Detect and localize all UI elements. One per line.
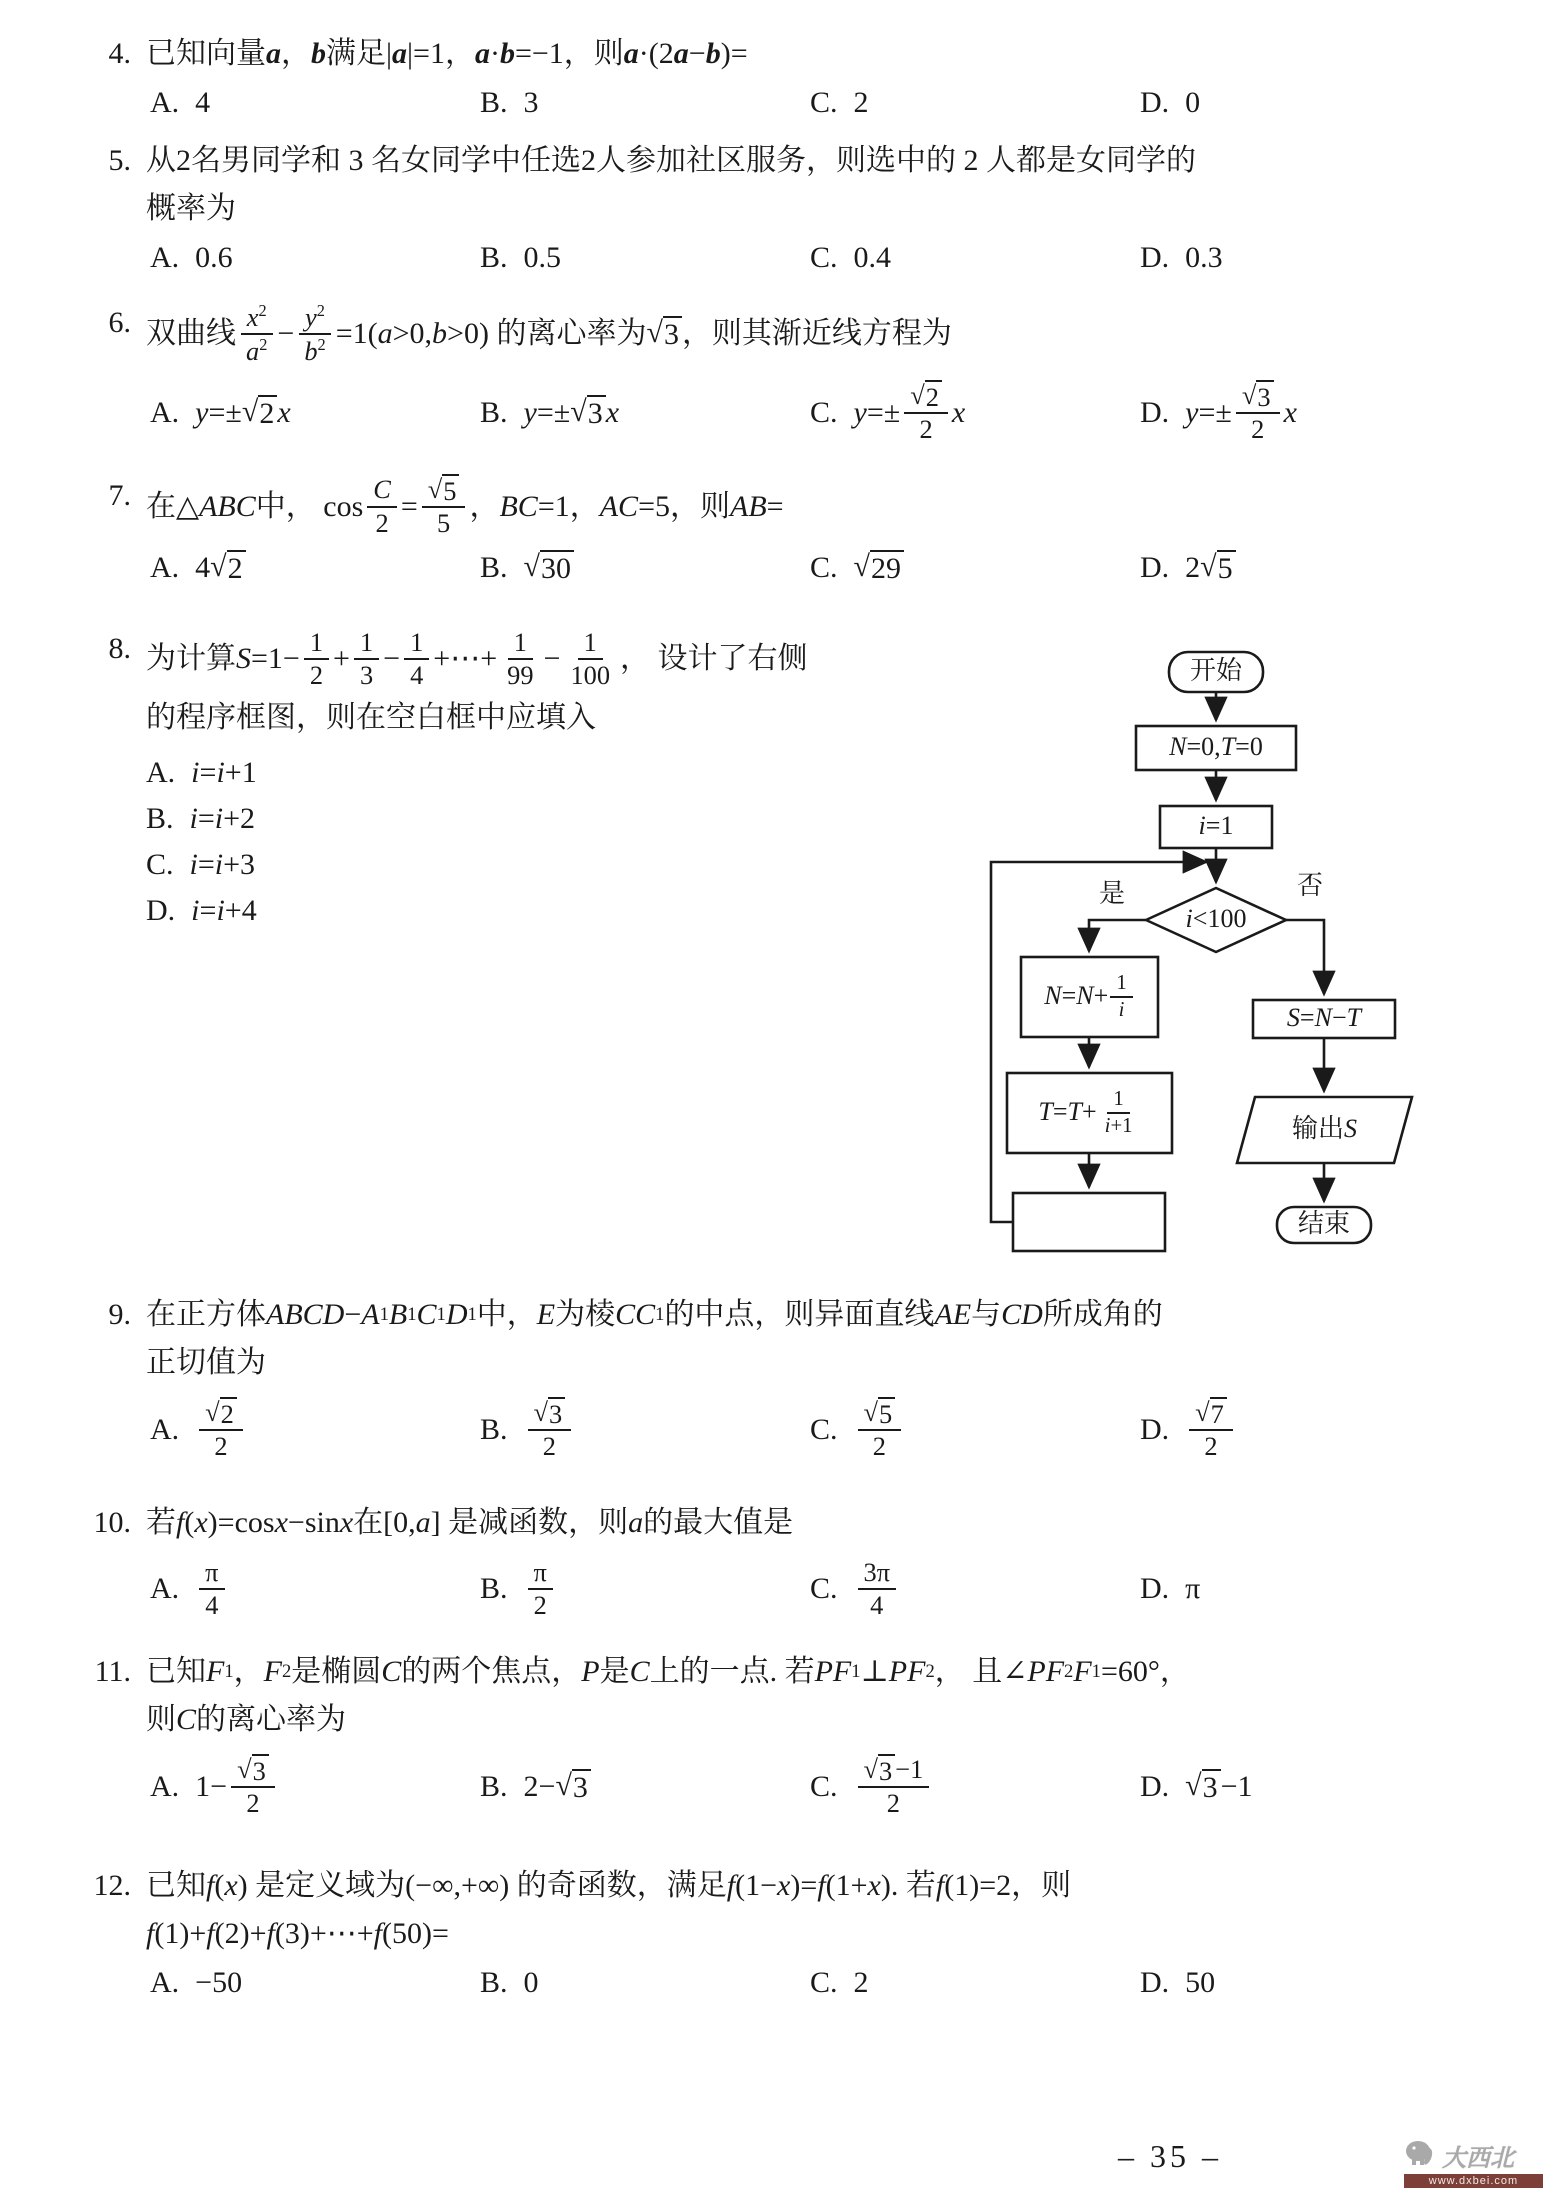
option-C xyxy=(810,1395,1140,1465)
option-value: i = i +3 xyxy=(189,847,256,881)
option-D xyxy=(1140,1769,1470,1806)
option-label: D. xyxy=(1140,86,1170,119)
option-label: D. xyxy=(1140,551,1170,585)
question-text-line: 的程序框图，则在空白框中应填入 xyxy=(146,700,596,734)
flowchart-i-init-label: i =1 xyxy=(1198,811,1234,841)
option-value: π xyxy=(1185,1572,1201,1606)
question-text-line: 正切值为 xyxy=(146,1345,266,1379)
question-body xyxy=(137,299,1543,452)
option-label: A. xyxy=(150,1572,180,1606)
option-label: B. xyxy=(480,1412,508,1446)
option-value: 2 √ 5 xyxy=(1185,550,1235,587)
option-A xyxy=(150,1555,480,1624)
flowchart xyxy=(988,635,1418,1267)
option-D xyxy=(1140,241,1470,275)
question-9 xyxy=(0,1291,1543,1469)
option-value: √ 2 2 xyxy=(195,1395,247,1465)
flowchart-init-label: N =0, T =0 xyxy=(1169,732,1263,762)
option-B xyxy=(480,550,810,587)
option-A xyxy=(150,1966,480,2000)
option-B xyxy=(480,1395,810,1465)
option-label: A. xyxy=(150,551,180,585)
question-5 xyxy=(0,137,1543,279)
options xyxy=(150,1555,1543,1624)
option-label: C. xyxy=(810,1770,838,1803)
question-body xyxy=(137,1862,1543,2004)
option-value: 2 xyxy=(853,86,869,119)
flowchart-assign-label: S = N − T xyxy=(1286,1003,1362,1033)
option-value: 0.5 xyxy=(523,241,562,274)
option-label: A. xyxy=(150,1966,180,2000)
option-value: 2− √ 3 xyxy=(524,1769,591,1806)
question-text-line: 概率为 xyxy=(146,192,236,225)
option-A xyxy=(150,1395,480,1465)
elephant-logo xyxy=(1404,2139,1438,2173)
question-number: 5. xyxy=(108,144,131,177)
question-body xyxy=(137,137,1543,279)
option-value: 0.3 xyxy=(1185,241,1223,274)
options xyxy=(150,550,1543,587)
option-label: D. xyxy=(1140,1572,1170,1606)
options xyxy=(150,1966,1543,2000)
option-C xyxy=(810,1752,1140,1822)
flowchart-output-label: 输出 S xyxy=(1291,1114,1357,1144)
option-label: B. xyxy=(480,1572,508,1606)
options xyxy=(150,378,1543,448)
option-label: D. xyxy=(146,893,176,927)
question-list xyxy=(0,30,1543,2004)
option-value: y =± √ 3 2 x xyxy=(1185,379,1297,445)
option-D xyxy=(1140,86,1470,120)
question-4 xyxy=(0,30,1543,124)
question-11 xyxy=(0,1648,1543,1826)
option-value: 0.4 xyxy=(853,241,892,274)
question-number: 12. xyxy=(93,1869,131,1903)
question-text-line: 为计算 S =1− $\frac{1}{2}$ + $\frac{1}{3}$ − $\frac{1}{4}$ +⋯+ $\frac{1}{99}$ − $\frac{1}{100}$ ， 设计了右侧 xyxy=(146,626,808,691)
option-value: √ 5 2 xyxy=(854,1395,906,1465)
question-7 xyxy=(0,472,1543,591)
option-value: i = i +4 xyxy=(191,893,257,927)
option-label: B. xyxy=(480,86,508,119)
question-text-line: 则 C 的离心率为 xyxy=(146,1702,347,1736)
option-D xyxy=(1140,1966,1470,2000)
question-number: 11. xyxy=(94,1654,131,1688)
option-value: √ 29 xyxy=(854,550,904,587)
option-value: √ 7 2 xyxy=(1185,1395,1237,1465)
option-label: A. xyxy=(150,86,180,119)
option-value: 1− √ 3 2 xyxy=(195,1752,279,1822)
question-text-line: 双曲线 $\frac{x^2}{a^2}$ − $\frac{y^2}{b^2}$ =1( a >0, b >0) 的离心率为 √ 3 ，则其渐近线方程为 xyxy=(146,301,952,367)
question-text-line: 若 f ( x )=cos x −sin x 在[0, a ] 是减函数，则 a 的最大值是 xyxy=(146,1505,794,1539)
option-value: √ 3 −1 xyxy=(1185,1768,1253,1804)
option-D xyxy=(1140,550,1470,587)
flowchart-start-label: 开始 xyxy=(1189,656,1242,686)
option-value: i = i +1 xyxy=(191,755,257,789)
options xyxy=(150,1395,1543,1465)
option-value: 3 xyxy=(523,86,539,119)
question-text-line: 已知向量 a ， b 满足| a |=1， a · b =−1，则 a ·(2 a − b )= xyxy=(146,37,748,70)
option-label: C. xyxy=(810,1412,838,1446)
option-value: √ 3 2 xyxy=(524,1395,576,1465)
option-value: y =± √ 3 x xyxy=(523,394,620,430)
question-body xyxy=(137,472,1543,591)
option-label: D. xyxy=(1140,1966,1170,2000)
question-body xyxy=(137,1648,1543,1826)
option-label: B. xyxy=(480,1966,508,2000)
option-A xyxy=(150,1752,480,1822)
question-number: 9. xyxy=(108,1297,131,1331)
question-12 xyxy=(0,1862,1543,2004)
question-number: 6. xyxy=(108,306,131,339)
options xyxy=(150,86,1543,120)
option-C xyxy=(810,1966,1140,2000)
option-label: A. xyxy=(150,395,180,429)
question-text-line: 已知 f ( x ) 是定义域为(−∞,+∞) 的奇函数，满足 f (1− x )= f (1+ x ). 若 f (1)=2，则 xyxy=(146,1869,1072,1903)
option-value: −50 xyxy=(195,1966,243,2000)
question-body xyxy=(137,1499,1543,1628)
option-value: 50 xyxy=(1185,1966,1216,2000)
option-label: A. xyxy=(150,1412,180,1446)
flowchart-yes-label: 是 xyxy=(1098,879,1125,909)
option-value: 0 xyxy=(1185,86,1201,119)
option-value: 4 √ 2 xyxy=(195,550,245,587)
option-value: $\frac{\pi}{4}$ xyxy=(195,1555,228,1624)
option-B xyxy=(480,1769,810,1806)
question-text-line: 在正方体 ABCD − A 1 B 1 C 1 D 1 中， E 为棱 CC 1 的中点，则异面直线 AE 与 CD 所成角的 xyxy=(146,1297,1163,1331)
option-label: D. xyxy=(1140,1770,1170,1803)
option-A xyxy=(150,241,480,275)
option-value: 4 xyxy=(195,86,211,119)
option-value: 0.6 xyxy=(195,241,233,274)
option-value: $\frac{3\pi}{4}$ xyxy=(854,1555,901,1624)
question-body xyxy=(137,1291,1543,1469)
page-number: – 35 – xyxy=(1118,2138,1222,2174)
options xyxy=(150,241,1543,275)
question-text-line: 在△ ABC 中， cos $\frac{C}{2}$ = √ 5 5 ， BC =1， AC =5，则 AB = xyxy=(146,474,784,539)
option-B xyxy=(480,86,810,120)
option-C xyxy=(810,550,1140,587)
option-label: D. xyxy=(1140,1412,1170,1446)
option-B xyxy=(480,241,810,275)
question-number: 10. xyxy=(93,1505,131,1539)
option-value: $\frac{\pi}{2}$ xyxy=(524,1555,557,1624)
option-label: C. xyxy=(810,395,838,429)
flowchart-condition-label: i <100 xyxy=(1185,904,1247,934)
watermark xyxy=(1404,2138,1543,2188)
option-value: 2 xyxy=(853,1966,869,2000)
option-A xyxy=(150,550,480,587)
option-label: B. xyxy=(480,1770,508,1803)
option-value: √ 30 xyxy=(524,550,574,587)
option-D xyxy=(1140,1572,1470,1606)
question-text-line: 从2名男同学和 3 名女同学中任选2人参加社区服务，则选中的 2 人都是女同学的 xyxy=(146,144,1196,177)
option-value: y =± √ 2 2 x xyxy=(853,379,966,445)
option-value: y =± √ 2 x xyxy=(195,394,291,430)
question-number: 7. xyxy=(108,479,131,513)
question-8 xyxy=(0,625,1543,1273)
option-label: C. xyxy=(810,1966,838,2000)
options xyxy=(150,1752,1543,1822)
question-body xyxy=(137,30,1543,124)
option-label: C. xyxy=(146,847,174,881)
option-label: B. xyxy=(480,551,508,585)
option-label: D. xyxy=(1140,395,1170,429)
option-C xyxy=(810,1555,1140,1624)
question-10 xyxy=(0,1499,1543,1628)
question-number: 8. xyxy=(108,631,131,665)
flowchart-end-label: 结束 xyxy=(1297,1209,1350,1239)
option-D xyxy=(1140,1395,1470,1465)
option-label: D. xyxy=(1140,241,1170,274)
question-number: 4. xyxy=(108,37,131,70)
option-label: B. xyxy=(146,801,174,835)
option-A xyxy=(150,395,480,432)
watermark-brand: 大西北 xyxy=(1442,2146,1514,2172)
flowchart-no-label: 否 xyxy=(1296,871,1323,901)
option-B xyxy=(480,1555,810,1624)
option-C xyxy=(810,378,1140,448)
option-label: A. xyxy=(150,1770,180,1803)
question-6 xyxy=(0,299,1543,452)
flowchart-blank-box xyxy=(1013,1193,1165,1251)
question-text-line: 已知 F 1 ， F 2 是椭圆 C 的两个焦点， P 是 C 上的一点. 若 PF 1 ⊥ PF 2 ， 且∠ PF 2 F 1 =60°， xyxy=(146,1654,1190,1688)
flowchart-step-n-label: N = N + $\frac{1}{i}$ xyxy=(1021,957,1158,1037)
option-value: i = i +2 xyxy=(189,801,256,835)
option-B xyxy=(480,1966,810,2000)
option-C xyxy=(810,241,1140,275)
flowchart-step-t-label: T = T + $\frac{1}{i+1}$ xyxy=(1038,1086,1133,1137)
option-B xyxy=(480,395,810,432)
option-value: 0 xyxy=(523,1966,539,2000)
question-text-line: f (1)+ f (2)+ f (3)+⋯+ f (50)= xyxy=(146,1917,449,1951)
option-C xyxy=(810,86,1140,120)
option-A xyxy=(150,86,480,120)
option-D xyxy=(1140,378,1470,448)
option-label: C. xyxy=(810,86,838,119)
watermark-url: www.dxbei.com xyxy=(1404,2174,1543,2188)
option-label: B. xyxy=(480,241,508,274)
option-label: A. xyxy=(146,755,176,789)
option-label: C. xyxy=(810,1572,838,1606)
option-label: C. xyxy=(810,551,838,585)
option-label: A. xyxy=(150,241,180,274)
option-label: C. xyxy=(810,241,838,274)
option-label: B. xyxy=(480,395,508,429)
option-value: √ 3 −1 2 xyxy=(854,1752,934,1822)
